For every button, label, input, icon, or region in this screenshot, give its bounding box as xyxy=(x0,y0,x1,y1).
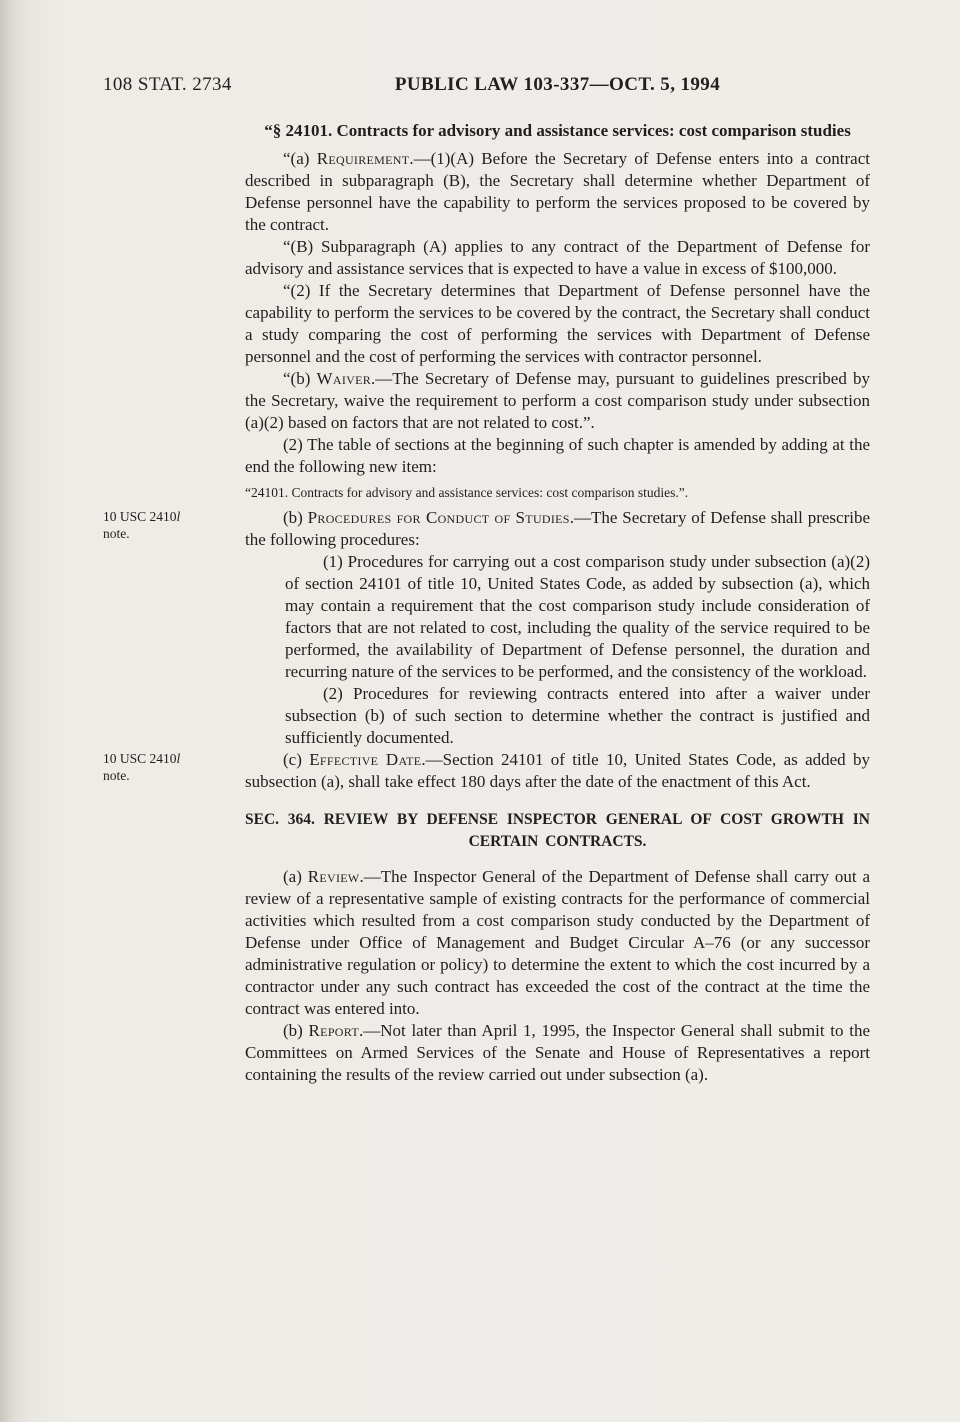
statute-body xyxy=(0,104,960,1086)
margin-note-usc-2410l-1 xyxy=(103,508,207,542)
paragraph-c-text: .—Section 24101 of title 10, United States Code, as added by subsection (a), shall take effect 180 days after the date of the enactment of this Act. xyxy=(245,750,870,791)
paragraph-subparagraph-b-text: “(B) Subparagraph (A) applies to any contract of the Department of Defense for advisory and assistance services that is expected to have a value in excess of $100,000. xyxy=(245,237,870,278)
paragraph-c-effective-date xyxy=(245,749,870,793)
paragraph-a2-text: “(2) If the Secretary determines that Department of Defense personnel have the capability to perform the services to be covered by the contract, the Secretary shall conduct a study comparing the cost of performing the services with Department of Defense personnel and the cost of performing the services with contractor personnel. xyxy=(245,281,870,366)
paragraph-table-amendment-text: (2) The table of sections at the beginning of such chapter is amended by adding at the end the following new item: xyxy=(245,435,870,476)
heading-sec-364: SEC. 364. REVIEW BY DEFENSE INSPECTOR GENERAL OF COST GROWTH IN CERTAIN CONTRACTS. xyxy=(245,811,870,850)
paragraph-b-smallcaps: Waiver xyxy=(316,369,372,388)
margin-note-2-lead: 10 USC 2410 xyxy=(103,751,177,766)
paragraph-subparagraph-b xyxy=(245,236,870,280)
margin-note-1-italic: l xyxy=(176,509,181,524)
paragraph-b-report xyxy=(245,1020,870,1086)
paragraph-a2-study xyxy=(245,280,870,368)
paragraph-a-requirement xyxy=(245,148,870,236)
heading-section-2410l: “§ 24101. Contracts for advisory and assistance services: cost comparison studies xyxy=(264,121,851,140)
margin-note-usc-2410l-2 xyxy=(103,750,207,784)
paragraph-b-procedures-text: .—The Secretary of Defense shall prescribe the following procedures: xyxy=(245,508,870,549)
table-of-sections-item-text: “24101. Contracts for advisory and assistance services: cost comparison studies.”. xyxy=(245,485,689,500)
paragraph-a-review-smallcaps: Review xyxy=(307,867,360,886)
margin-note-2-rest: note. xyxy=(103,768,130,783)
paragraph-a-review-lead: (a) xyxy=(283,867,308,886)
paragraph-b-procedures-smallcaps: Procedures for Conduct of Studies xyxy=(307,508,570,527)
statute-page-number: 108 STAT. 2734 xyxy=(103,74,232,95)
margin-note-1-lead: 10 USC 2410 xyxy=(103,509,177,524)
paragraph-procedures-1-text: (1) Procedures for carrying out a cost comparison study under subsection (a)(2) of section 24101 of title 10, United States Code, as added by subsection (a), which may contain a requirement that the cost comparison study include consideration of factors that are not related to cost, including the quality of the service required to be performed, the availability of Department of Defense personnel, the duration and recurring nature of the services to be performed, and the consistency of the workload. xyxy=(285,552,870,681)
paragraph-c-smallcaps: Effective Date xyxy=(309,750,422,769)
paragraph-b-procedures xyxy=(245,507,870,551)
paragraph-b-report-text: .—Not later than April 1, 1995, the Inspector General shall submit to the Committees on Armed Services of the Senate and House of Representatives a report containing the results of the review carried out under subsection (a). xyxy=(245,1021,870,1084)
paragraph-b-text: .—The Secretary of Defense may, pursuant to guidelines prescribed by the Secretary, waive the requirement to perform a cost comparison study under subsection (a)(2) based on factors that are not related to cost.”. xyxy=(245,369,870,432)
paragraph-table-amendment xyxy=(245,434,870,478)
paragraph-procedures-2-text: (2) Procedures for reviewing contracts entered into after a waiver under subsection (b) of such section to determine whether the contract is justified and sufficiently documented. xyxy=(285,684,870,747)
paragraph-a-review-text: .—The Inspector General of the Department of Defense shall carry out a review of a representative sample of existing contracts for the performance of commercial activities which resulted from a cost comparison study conducted by the Department of Defense under Office of Management and Budget Circular A–76 (or any successor administrative regulation or policy) to determine the extent to which the cost incurred by a contractor under any such contract has exceeded the cost of the contract at the time the contract was entered into. xyxy=(245,867,870,1018)
margin-note-2-italic: l xyxy=(176,751,181,766)
paragraph-b-report-smallcaps: Report xyxy=(308,1021,359,1040)
paragraph-b-waiver xyxy=(245,368,870,434)
paragraph-b-procedures-lead: (b) xyxy=(283,508,308,527)
page-header xyxy=(0,74,960,104)
table-of-sections-item xyxy=(245,483,870,502)
paragraph-a-text: .—(1)(A) Before the Secretary of Defense enters into a contract described in subparagraph (B), the Secretary shall determine whether Department of Defense personnel have the capability to perform the services proposed to be covered by the contract. xyxy=(245,149,870,234)
effective-date-block xyxy=(103,749,870,793)
paragraph-b-report-lead: (b) xyxy=(283,1021,309,1040)
margin-note-1-rest: note. xyxy=(103,526,130,541)
public-law-caption: PUBLIC LAW 103-337—OCT. 5, 1994 xyxy=(394,74,721,95)
paragraph-a-smallcaps: Requirement xyxy=(316,149,410,168)
paragraph-procedures-2 xyxy=(285,683,870,749)
paragraph-a-review xyxy=(245,866,870,1020)
paragraph-c-lead: (c) xyxy=(283,750,310,769)
procedures-block xyxy=(103,507,870,551)
paragraph-b-lead: “(b) xyxy=(283,369,317,388)
paragraph-procedures-1 xyxy=(285,551,870,683)
paragraph-a-lead: “(a) xyxy=(283,149,317,168)
